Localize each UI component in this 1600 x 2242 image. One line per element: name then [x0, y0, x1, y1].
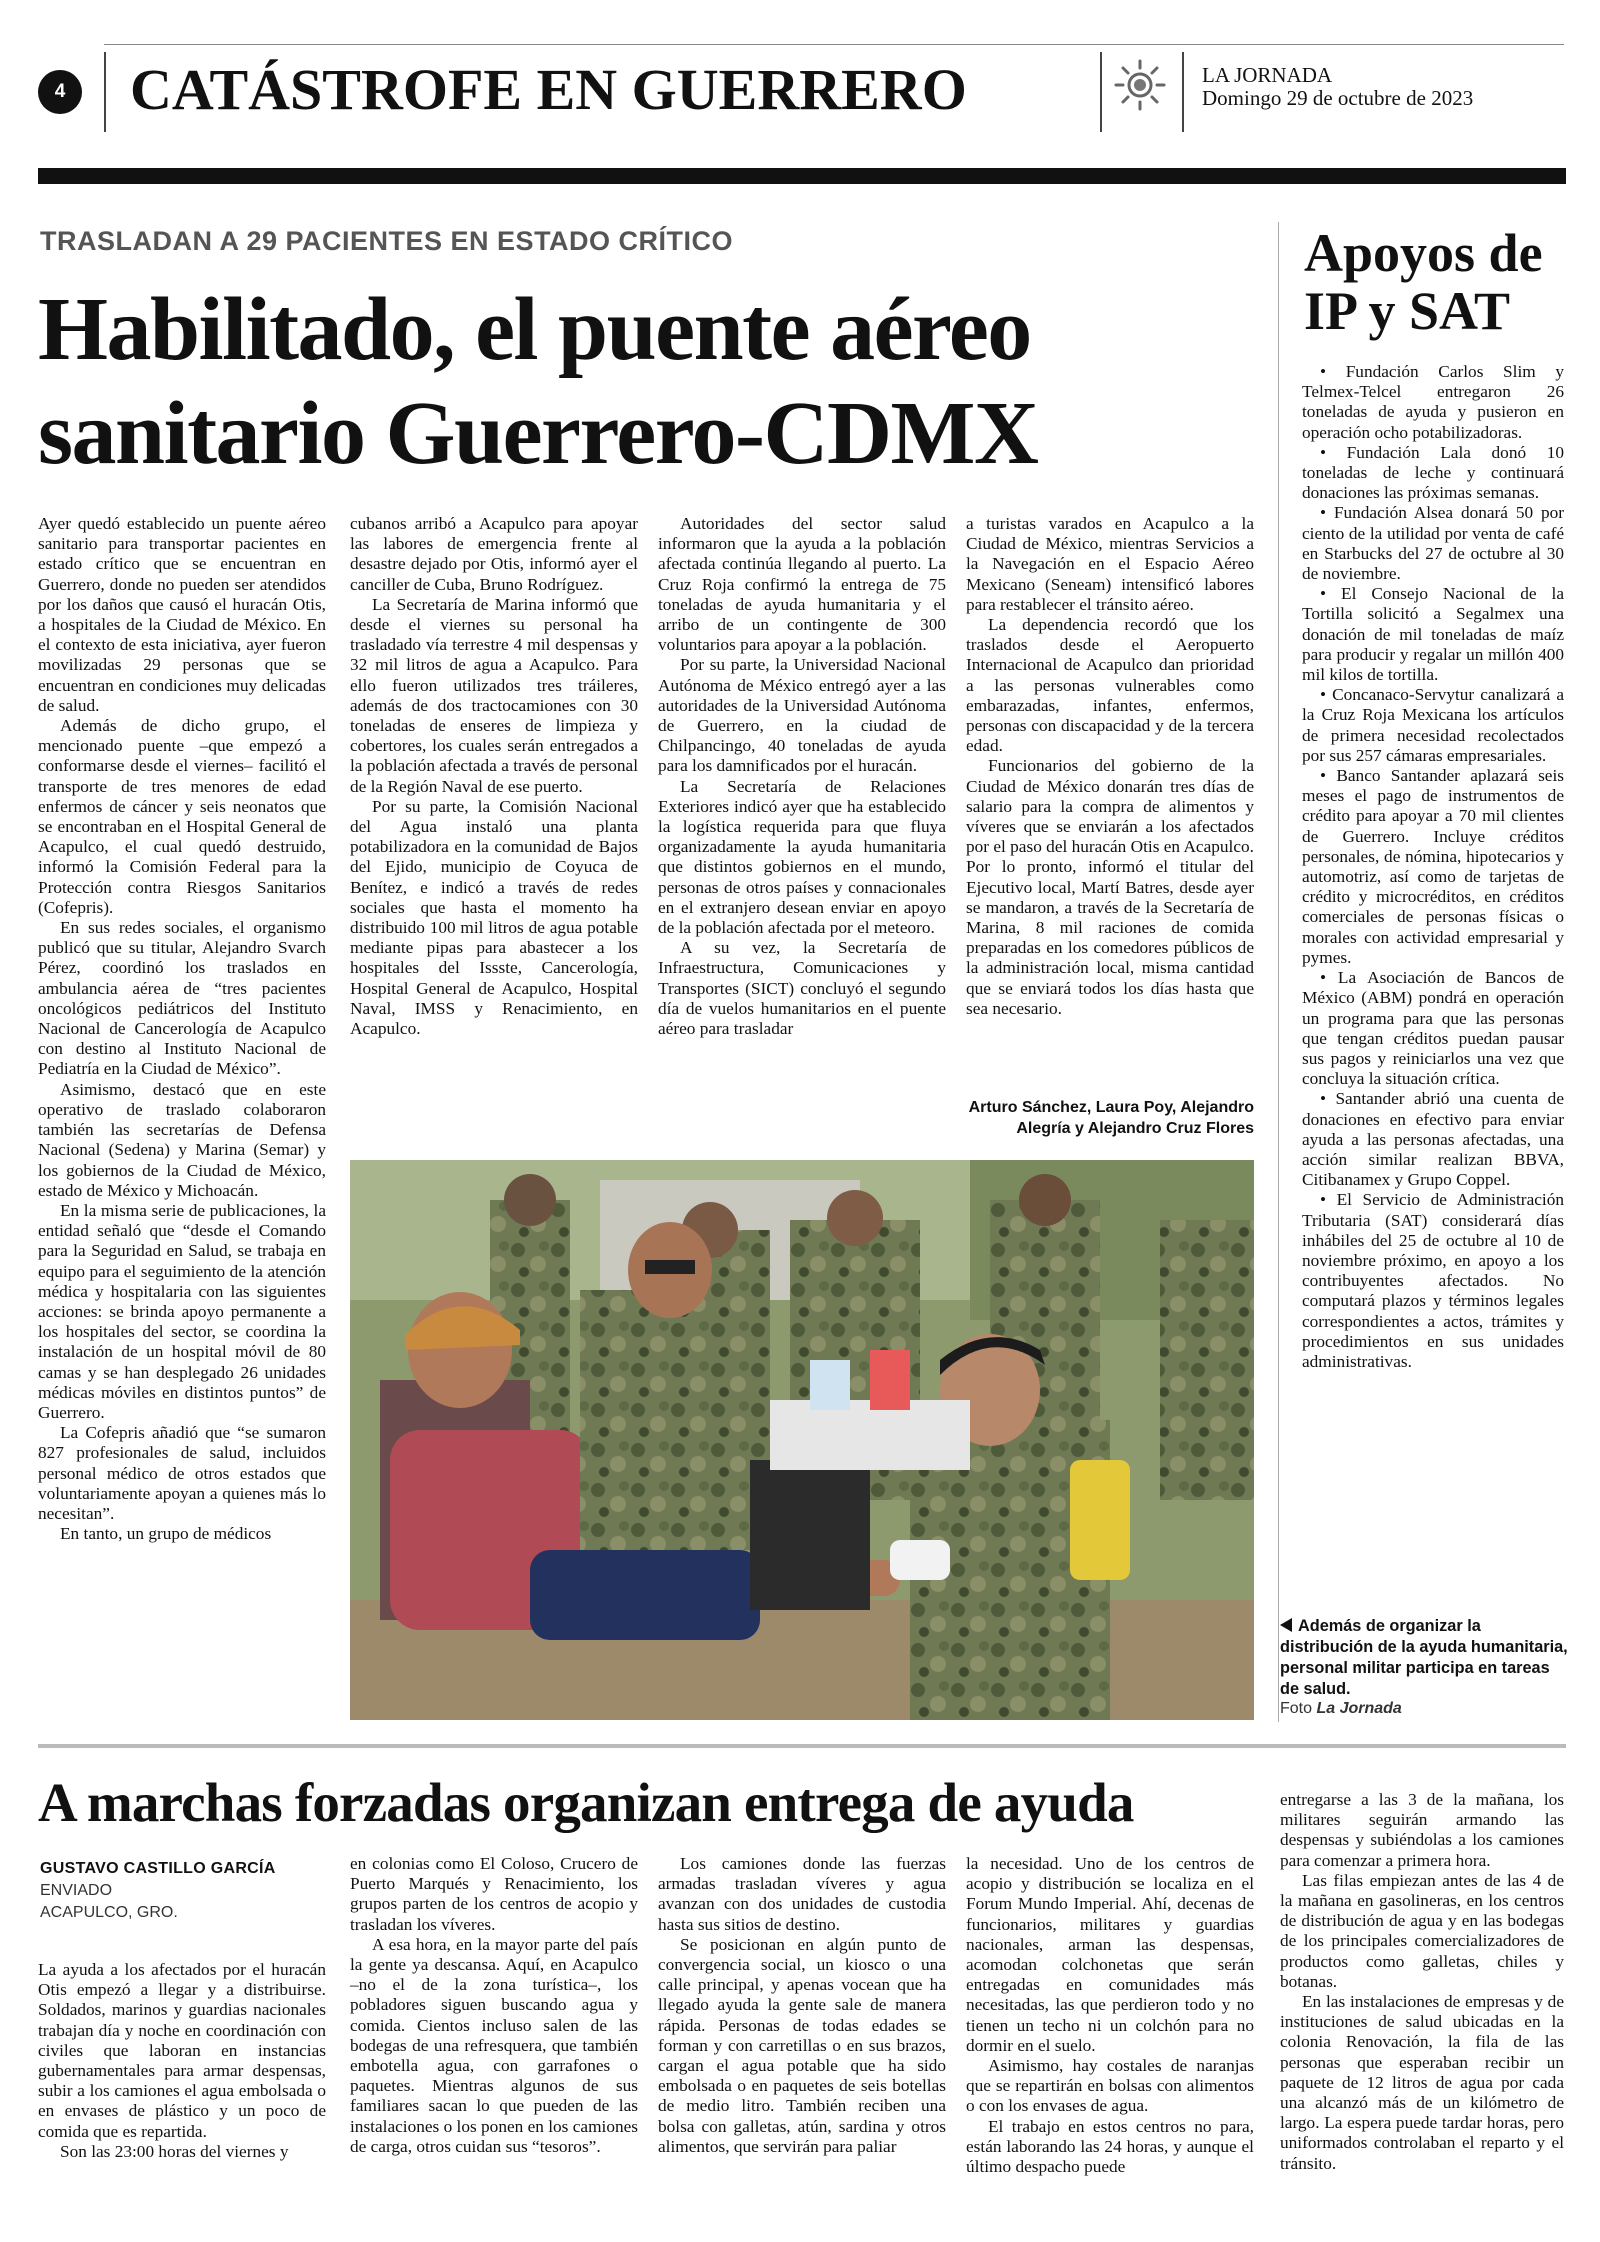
paragraph: En la misma serie de publicaciones, la entidad señaló que “desde el Comando para la Seguridad en Salud, se trabaja en equipo para el seguimiento de la atención médica y hospitalaria con las siguientes acciones: se brinda apoyo permanente a los hospitales del sector, se coordina la instalación de un hospital móvil de 80 camas y se han desplegado 26 unidades médicas móviles en distintos puntos” de Guerrero.: [38, 1200, 326, 1422]
photo-credit-label: Foto: [1280, 1700, 1313, 1717]
header-bar: [38, 168, 1566, 184]
list-item: • El Servicio de Administración Tributaria (SAT) considerará días inhábiles del 25 de octubre al 10 de noviembre próximo, en apoyo a los contribuyentes afectados. No computará plazos y términos legales correspondientes a actos, trámites y procedimientos en sus unidades administrativas.: [1302, 1190, 1564, 1371]
article-column: [966, 514, 1254, 1019]
newspaper-name: LA JORNADA: [1202, 63, 1333, 87]
paragraph: en colonias como El Coloso, Crucero de Puerto Marqués y Renacimiento, los grupos parten de los centros de acopio y trasladan los víveres.: [350, 1854, 638, 1934]
sidebar-list: [1302, 362, 1564, 1372]
paragraph: la necesidad. Uno de los centros de acopio y distribución se localiza en el Forum Mundo Imperial. Ahí, decenas de funcionarios, militares y guardias nacionales, arman las despensas, acomodan colchonetas que serán entregadas en comunidades más necesitadas, las que perdieron todo y no tienen un techo ni un colchón para no dormir en el suelo.: [966, 1854, 1254, 2055]
header-divider: [1182, 52, 1184, 132]
header-divider: [104, 52, 106, 132]
paragraph: La dependencia recordó que los traslados desde el Aeropuerto Internacional de Acapulco dan prioridad a las personas vulnerables como embarazadas, infantes, enfermos, personas con discapacidad y de la tercera edad.: [966, 615, 1254, 756]
article-column: [38, 514, 326, 1544]
paragraph: a turistas varados en Acapulco a la Ciudad de México, mientras Servicios a la Navegación en el Espacio Aéreo Mexicano (Seneam) intensificó labores para restablecer el tránsito aéreo.: [966, 514, 1254, 614]
news-photo: [350, 1160, 1254, 1720]
paragraph: En las instalaciones de empresas y de instituciones de salud ubicadas en la colonia Renovación, la fila de las personas que esperaban recibir un paquete de 12 litros de agua por cada una alcanzó más de un kilómetro de largo. La espera puede tardar horas, pero uniformados controlaban el reparto y el tránsito.: [1280, 1992, 1564, 2173]
paragraph: Las filas empiezan antes de las 4 de la mañana en gasolineras, en los centros de distribución de agua y en las bodegas de los principales comercializadores de productos como galletas, chiles y botanas.: [1280, 1870, 1564, 1991]
article-column: [1280, 1790, 1564, 2174]
list-item: • El Consejo Nacional de la Tortilla solicitó a Segalmex una donación de mil toneladas de maíz para producir y regalar un millón 400 mil kilos de tortilla.: [1302, 584, 1564, 685]
paragraph: A su vez, la Secretaría de Infraestructura, Comunicaciones y Transportes (SICT) concluyó el segundo día de vuelos humanitarios en el puente aéreo para trasladar: [658, 938, 946, 1039]
left-triangle-icon: [1280, 1618, 1292, 1632]
photo-credit: [1280, 1700, 1402, 1718]
paragraph: Además de dicho grupo, el mencionado puente –que empezó a conformarse desde el viernes– facilitó el transporte de tres menores de edad enfermos de cáncer y seis neonatos que se encontraban en el Hospital General de Acapulco, el cual quedó destruido, informó la Comisión Federal para la Protección contra Riesgos Sanitarios (Cofepris).: [38, 716, 326, 917]
story-credit: Arturo Sánchez, Laura Poy, Alejandro Alegría y Alejandro Cruz Flores: [968, 1099, 1254, 1137]
article-column: [350, 514, 638, 1039]
paragraph: Ayer quedó establecido un puente aéreo sanitario para transportar pacientes en estado crítico que se encuentran en Guerrero, donde no pueden ser atendidos por los daños que causó el huracán Otis, a hospitales de la Ciudad de México. En el contexto de esta iniciativa, ayer fueron movilizadas 29 personas que se encuentran en condiciones muy delicadas de salud.: [38, 514, 326, 715]
byline-author: GUSTAVO CASTILLO GARCÍA: [40, 1860, 276, 1877]
photo-caption: [1280, 1616, 1570, 1700]
list-item: • La Asociación de Bancos de México (ABM) pondrá en operación un programa para que las personas que tengan créditos puedan pausar sus pagos y reiniciarlos una vez que concluya la situación crítica.: [1302, 968, 1564, 1089]
list-item: • Santander abrió una cuenta de donaciones en efectivo para enviar ayuda a las personas afectadas, una acción similar realizan BBVA, Citibanamex y Grupo Coppel.: [1302, 1089, 1564, 1190]
article-column: [658, 1854, 946, 2157]
list-item: • Fundación Carlos Slim y Telmex-Telcel entregaron 26 toneladas de ayuda y pusieron en operación ocho potabilizadoras.: [1302, 362, 1564, 442]
story-headline: Habilitado, el puente aéreo sanitario Guerrero-CDMX: [38, 280, 1038, 483]
paragraph: Funcionarios del gobierno de la Ciudad de México donarán tres días de salario para la compra de alimentos y víveres que se enviarán a los afectados por el paso del huracán Otis en Acapulco. Por lo pronto, informó el titular del Ejecutivo local, Martí Batres, desde ayer se mandaron, a través de la Secretaría de Marina, 8 mil raciones de comida preparadas en los comedores públicos de la administración local, misma cantidad que se enviará todos los días hasta que sea necesario.: [966, 756, 1254, 1018]
paragraph: Autoridades del sector salud informaron que la ayuda a la población afectada continúa llegando al puerto. La Cruz Roja confirmó la entrega de 75 toneladas de ayuda humanitaria y el arribo de un contingente de 300 voluntarios para apoyar a la población.: [658, 514, 946, 655]
paragraph: La Secretaría de Relaciones Exteriores indicó ayer que ha establecido la logística requerida para que fluya organizadamente la ayuda humanitaria que distintos gobiernos en el mundo, personas de otros países y connacionales en el extranjero desean enviar en apoyo de la población afectada por el meteoro.: [658, 776, 946, 938]
second-headline: A marchas forzadas organizan entrega de ayuda: [38, 1772, 1134, 1833]
paragraph: Los camiones donde las fuerzas armadas trasladan víveres y agua avanzan con dos unidades de custodia hasta sus sitios de destino.: [658, 1854, 946, 1934]
paragraph: La Secretaría de Marina informó que desde el viernes su personal ha trasladado vía terrestre 4 mil despensas y 32 mil litros de agua a Acapulco. Para ello fueron utilizados tres tráileres, además de dos tractocamiones con 30 toneladas de enseres de limpieza y cobertores, los cuales serán entregados a la población afectada a través de personal de la Región Naval de ese puerto.: [350, 594, 638, 796]
paragraph: Son las 23:00 horas del viernes y: [60, 2141, 289, 2161]
story-separator: [38, 1744, 1566, 1748]
paragraph: En sus redes sociales, el organismo publicó que su titular, Alejandro Svarch Pérez, coordinó los traslados en ambulancia aérea de “tres pacientes oncológicos pediátricos del Instituto Nacional de Cancerología de Acapulco con destino al Instituto Nacional de Pediatría en la Ciudad de México”.: [38, 918, 326, 1079]
article-column: [350, 1854, 638, 2157]
list-item: • Fundación Alsea donará 50 por ciento de la utilidad por venta de café en Starbucks del 27 de octubre al 30 de noviembre.: [1302, 503, 1564, 584]
caption-text: Además de organizar la distribución de la ayuda humanitaria, personal militar participa en tareas de salud.: [1280, 1617, 1568, 1698]
article-column: [38, 1960, 326, 2162]
issue-date: Domingo 29 de octubre de 2023: [1202, 86, 1474, 110]
paragraph: entregarse a las 3 de la mañana, los militares seguirán armando las despensas y subiéndolas a los camiones para comenzar a primera hora.: [1280, 1790, 1564, 1870]
sidebar-divider: [1278, 222, 1279, 1722]
list-item: • Banco Santander aplazará seis meses el pago de instrumentos de crédito para apoyar a 70 mil clientes de Guerrero. Incluye créditos personales, de nómina, hipotecarios y automotriz, así como de tarjetas de crédito y microcréditos, en créditos comerciales de personas físicas o morales con actividad empresarial y pymes.: [1302, 766, 1564, 967]
byline-role: ENVIADO: [40, 1882, 113, 1899]
paragraph: Se posicionan en algún punto de convergencia social, un kiosco o una calle principal, y apenas vocean que ha llegado ayuda la gente sale de manera rápida. Personas de todas edades se forman y con carretillas o en sus brazos, cargan el agua potable que ha sido embolsada o en paquetes de seis botellas de medio litro. También reciben una bolsa con galletas, atún, sardina y otros alimentos, que servirán para paliar: [658, 1934, 946, 2156]
article-column: [966, 1854, 1254, 2177]
header-divider: [1100, 52, 1102, 132]
paragraph: El trabajo en estos centros no para, están laborando las 24 horas, y aunque el último despacho puede: [966, 2116, 1254, 2177]
sidebar-title: Apoyos de IP y SAT: [1304, 223, 1543, 341]
paragraph: cubanos arribó a Acapulco para apoyar las labores de emergencia frente al desastre dejado por Otis, informó ayer el canciller de Cuba, Bruno Rodríguez.: [350, 514, 638, 594]
header-top-rule: [104, 44, 1564, 45]
story-kicker: TRASLADAN A 29 PACIENTES EN ESTADO CRÍTICO: [40, 226, 734, 256]
paragraph: Asimismo, destacó que en este operativo de traslado colaboraron también las secretarías de Defensa Nacional (Sedena) y Marina (Semar) y los gobiernos de la Ciudad de México, estado de México y Michoacán.: [38, 1079, 326, 1200]
page-number: 4: [38, 70, 82, 114]
paragraph: Asimismo, hay costales de naranjas que se repartirán en bolsas con alimentos o con los envases de agua.: [966, 2056, 1254, 2116]
photo-credit-source: La Jornada: [1316, 1700, 1402, 1717]
paragraph: En tanto, un grupo de médicos: [60, 1524, 272, 1544]
list-item: • Concanaco-Servytur canalizará a la Cruz Roja Mexicana los artículos de primera necesidad recolectados por sus 257 cámaras empresariales.: [1302, 685, 1564, 765]
paragraph: La Cofepris añadió que “se sumaron 827 profesionales de salud, incluidos personal médico de otros estados que voluntariamente apoyan a quienes más lo necesitan”.: [38, 1423, 326, 1523]
newspaper-logo-icon: [1112, 57, 1168, 113]
article-column: [658, 514, 946, 1039]
paragraph: Por su parte, la Universidad Nacional Autónoma de México entregó ayer a las autoridades de la Universidad Autónoma de Guerrero, en la ciudad de Chilpancingo, 40 toneladas de ayuda para los damnificados por el huracán.: [658, 655, 946, 776]
byline-dateline: ACAPULCO, GRO.: [40, 1904, 178, 1921]
paragraph: La ayuda a los afectados por el huracán Otis empezó a llegar y a distribuirse. Soldados, marinos y guardias nacionales trabajan día y noche en coordinación con civiles que laboran en instancias gubernamentales para armar despensas, subir a los camiones el agua embolsada o en envases de plástico y un poco de comida que es repartida.: [38, 1960, 326, 2141]
list-item: • Fundación Lala donó 10 toneladas de leche y continuará donaciones las próximas semanas.: [1302, 442, 1564, 503]
paragraph: A esa hora, en la mayor parte del país la gente ya descansa. Aquí, en Acapulco –no el de la zona turística–, los pobladores siguen buscando agua y comida. Cientos incluso salen de las bodegas de una refresquera, que también embotella agua, con garrafones o paquetes. Mientras algunos de sus familiares sacan lo que pueden de las instalaciones o los ponen en los camiones de carga, otros cuidan sus “tesoros”.: [350, 1934, 638, 2156]
section-title: CATÁSTROFE EN GUERRERO: [130, 57, 967, 122]
paragraph: Por su parte, la Comisión Nacional del Agua instaló una planta potabilizadora en la comunidad de Bajos del Ejido, municipio de Coyuca de Benítez, e indicó a través de redes sociales que hasta el momento ha distribuido 100 mil litros de agua potable mediante pipas para abastecer a los hospitales del Issste, Cancerología, Hospital General de Acapulco, Hospital Naval, IMSS y Renacimiento, en Acapulco.: [350, 796, 638, 1039]
